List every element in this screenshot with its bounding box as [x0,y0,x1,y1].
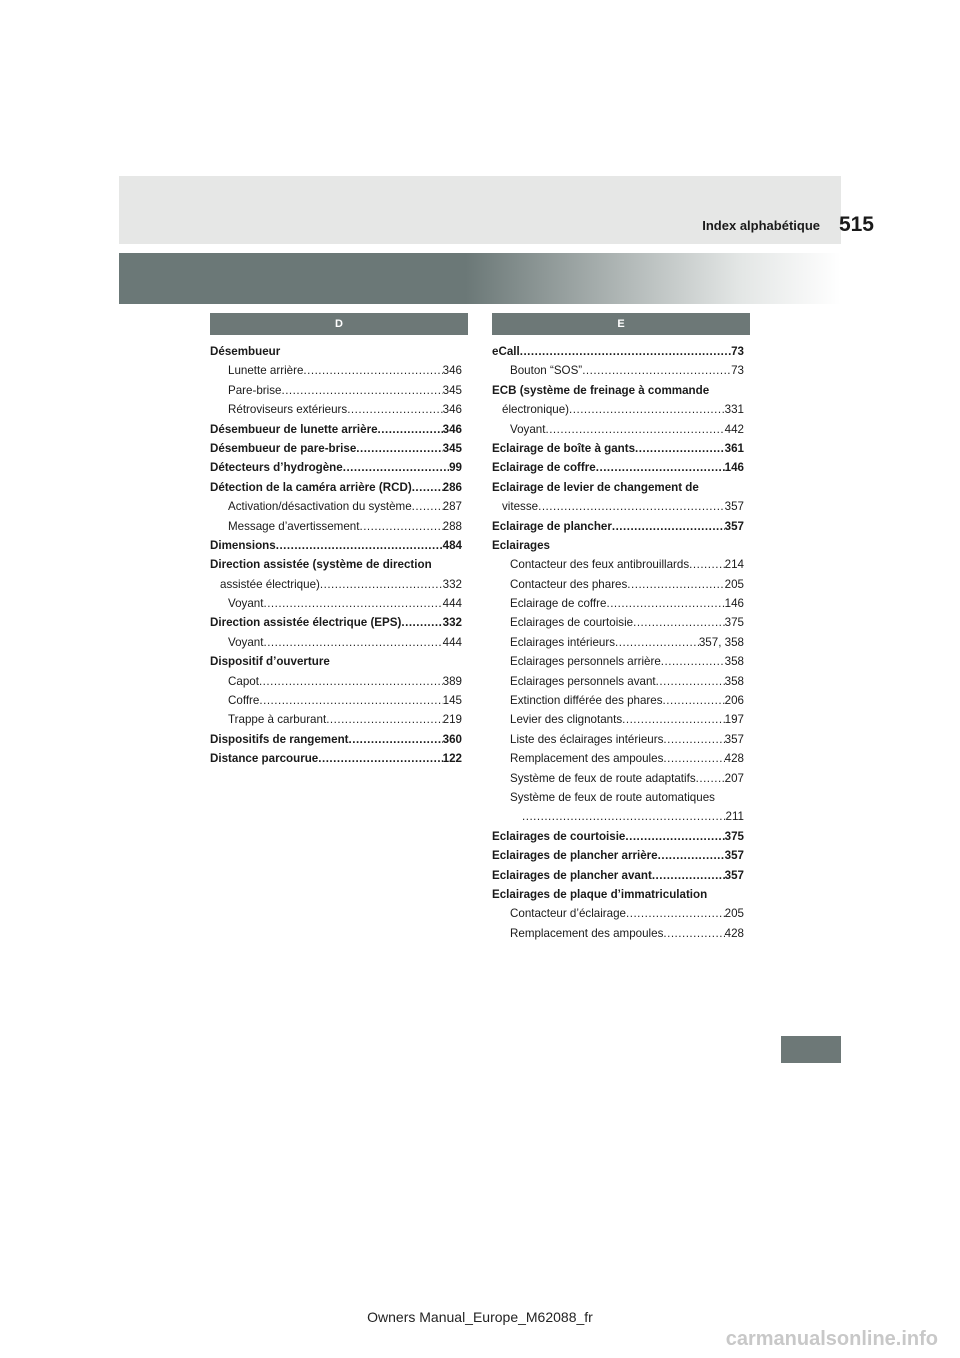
index-entry [210,361,462,380]
index-entry [210,497,462,516]
decorative-gradient-bar [119,253,841,304]
index-entry [210,633,462,652]
index-term: vitesse [502,500,539,514]
page-reference[interactable]: 444 [442,635,462,649]
index-term: Eclairage de coffre [492,461,596,475]
index-term: Message d’avertissement [228,519,360,533]
index-entry [492,904,744,923]
page-reference[interactable]: 286 [442,480,462,494]
index-entry [210,710,462,729]
index-entry [492,866,744,885]
page-reference[interactable]: 99 [449,461,462,475]
index-term: Système de feux de route automatiques [510,790,715,804]
index-term: Contacteur des feux antibrouillards [510,558,690,572]
page-reference[interactable]: 205 [724,907,744,921]
page-reference[interactable]: 357 [724,519,744,533]
index-term: Coffre [228,694,260,708]
index-term: Capot [228,674,259,688]
dot-leader [318,749,442,768]
dot-leader [401,613,442,632]
index-term: Trappe à carburant [228,713,327,727]
page-reference[interactable]: 146 [724,461,744,475]
index-entry [210,420,462,439]
dot-leader [663,749,724,768]
dot-leader [622,710,725,729]
index-term: Détection de la caméra arrière (RCD) [210,480,412,494]
page-reference[interactable]: 428 [724,752,744,766]
index-entry [492,420,744,439]
index-entry [492,788,744,807]
index-term: Contacteur d’éclairage [510,907,627,921]
page-reference[interactable]: 357, 358 [698,635,744,649]
index-term: Levier des clignotants [510,713,623,727]
index-term: Liste des éclairages intérieurs [510,732,664,746]
index-term: Direction assistée électrique (EPS) [210,616,402,630]
index-term: électronique) [502,403,570,417]
index-entry [492,827,744,846]
letter-header-e: E [492,313,750,335]
index-entry [210,342,462,361]
page-reference[interactable]: 357 [724,849,744,863]
page-reference[interactable]: 332 [442,577,462,591]
dot-leader [626,904,725,923]
page-reference[interactable]: 442 [724,422,744,436]
dot-leader [689,555,724,574]
index-term: Direction assistée (système de direction [210,558,432,572]
index-entry [492,807,744,826]
dot-leader [259,691,442,710]
page-reference[interactable]: 205 [724,577,744,591]
dot-leader [522,807,726,826]
index-entry [210,749,462,768]
index-entry [492,381,744,400]
page-reference[interactable]: 206 [724,694,744,708]
index-term: Eclairages de plaque d’immatriculation [492,887,708,901]
dot-leader [281,381,442,400]
page-reference[interactable]: 389 [442,674,462,688]
index-term: Détecteurs d’hydrogène [210,461,343,475]
index-term: Désembueur de lunette arrière [210,422,378,436]
dot-leader [412,497,443,516]
index-entry [492,710,744,729]
dot-leader [343,458,449,477]
index-term: Eclairage de coffre [510,597,607,611]
dot-leader [538,497,725,516]
index-entry [492,691,744,710]
index-entry [210,730,462,749]
index-term: Extinction différée des phares [510,694,663,708]
index-term: Pare-brise [228,383,282,397]
index-entry [210,381,462,400]
index-entry [210,613,462,632]
dot-leader [596,458,725,477]
dot-leader [263,594,442,613]
index-entry [492,478,744,497]
index-entry [210,594,462,613]
index-entry [492,749,744,768]
page-reference[interactable]: 484 [442,538,462,552]
index-entry [210,439,462,458]
index-entry [492,536,744,555]
dot-leader [349,730,443,749]
page-reference[interactable]: 346 [442,403,462,417]
dot-leader [658,846,725,865]
index-entry [210,672,462,691]
index-entry [492,575,744,594]
index-term: Eclairages de courtoisie [492,829,626,843]
page-reference[interactable]: 287 [442,500,462,514]
dot-leader [606,594,724,613]
page-reference[interactable]: 444 [442,597,462,611]
page-reference[interactable]: 357 [724,868,744,882]
page-reference[interactable]: 145 [442,694,462,708]
dot-leader [520,342,731,361]
dot-leader [545,420,724,439]
index-term: Eclairage de boîte à gants [492,441,636,455]
index-entry [210,400,462,419]
index-term: Voyant [228,635,264,649]
index-term: eCall [492,345,520,358]
dot-leader [412,478,443,497]
index-entry [492,924,744,943]
dot-leader [259,672,443,691]
index-entry [492,846,744,865]
index-term: Voyant [510,422,546,436]
index-term: Eclairages intérieurs [510,635,616,649]
dot-leader [320,575,443,594]
page-reference[interactable]: 357 [724,500,744,514]
watermark: carmanualsonline.info [725,1328,938,1350]
dot-leader [326,710,442,729]
dot-leader [347,400,442,419]
page-reference[interactable]: 346 [442,422,462,436]
page-reference[interactable]: 219 [442,713,462,727]
index-term: assistée électrique) [220,577,320,591]
document-footer: Owners Manual_Europe_M62088_fr [367,1309,593,1325]
index-entry [492,633,744,652]
index-column-e [492,342,744,943]
page-number: 515 [838,213,874,236]
index-term: Lunette arrière [228,364,304,378]
index-term: Eclairages [492,538,551,552]
page-reference[interactable]: 214 [724,558,744,572]
index-entry [492,652,744,671]
dot-leader [612,517,725,536]
page-reference[interactable]: 197 [724,713,744,727]
index-entry [492,497,744,516]
index-entry [210,555,462,574]
index-entry [492,769,744,788]
page-reference[interactable]: 331 [724,403,744,417]
index-entry [210,478,462,497]
index-term: Eclairages personnels avant [510,674,656,688]
dot-leader [663,691,725,710]
page-reference[interactable]: 345 [442,441,462,455]
index-entry [492,342,744,361]
index-entry [210,575,462,594]
page-reference[interactable]: 122 [442,752,462,766]
index-entry [210,691,462,710]
dot-leader [633,613,725,632]
dot-leader [276,536,443,555]
index-term: Eclairages de plancher arrière [492,849,658,863]
index-term: Rétroviseurs extérieurs [228,403,348,417]
page-reference[interactable]: 358 [724,674,744,688]
page-reference[interactable]: 332 [442,616,462,630]
index-entry [492,361,744,380]
index-term: Contacteur des phares [510,577,628,591]
index-term: Système de feux de route adaptatifs [510,771,696,785]
page-reference[interactable]: 375 [724,829,744,843]
page-reference[interactable]: 207 [724,771,744,785]
index-term: Bouton “SOS” [510,364,583,378]
index-entry [492,594,744,613]
index-entry [492,439,744,458]
dot-leader [663,730,724,749]
dot-leader [625,827,724,846]
index-entry [492,613,744,632]
page-reference[interactable]: 288 [442,519,462,533]
page-reference[interactable]: 358 [724,655,744,669]
index-term: Activation/désactivation du système [228,500,412,514]
letter-header-d: D [210,313,468,335]
page-reference[interactable]: 211 [725,810,744,824]
dot-leader [635,439,725,458]
index-term: Eclairages de plancher avant [492,868,652,882]
index-entry [210,458,462,477]
index-entry [492,400,744,419]
dot-leader [582,361,731,380]
page-reference[interactable]: 375 [724,616,744,630]
index-entry [492,672,744,691]
index-term: Dispositif d’ouverture [210,655,330,669]
index-column-d [210,342,462,769]
index-entry [492,730,744,749]
index-term: Remplacement des ampoules [510,926,664,940]
index-term: Distance parcourue [210,752,319,766]
dot-leader [359,517,442,536]
dot-leader [263,633,442,652]
dot-leader [656,672,725,691]
index-term: Désembueur de pare-brise [210,441,357,455]
dot-leader [663,924,724,943]
dot-leader [661,652,725,671]
dot-leader [615,633,699,652]
index-term: Remplacement des ampoules [510,752,664,766]
section-title: Index alphabétique [702,218,820,233]
page-reference[interactable]: 360 [442,732,462,746]
dot-leader [303,361,442,380]
index-entry [210,536,462,555]
index-term: ECB (système de freinage à commande [492,383,710,397]
index-term: Dispositifs de rangement [210,732,349,746]
page-reference[interactable]: 346 [442,364,462,378]
index-entry [210,652,462,671]
dot-leader [569,400,725,419]
index-term: Dimensions [210,538,276,552]
page-reference[interactable]: 73 [731,364,744,378]
page-reference[interactable]: 357 [724,732,744,746]
index-term: Eclairage de plancher [492,519,612,533]
page-reference[interactable]: 73 [731,345,744,358]
index-entry [210,517,462,536]
page-reference[interactable]: 146 [724,597,744,611]
dot-leader [627,575,724,594]
thumb-index-tab [781,1036,841,1063]
index-term: Eclairage de levier de changement de [492,480,699,494]
index-term: Désembueur [210,345,281,358]
header-band [119,176,841,244]
index-entry [492,517,744,536]
dot-leader [356,439,442,458]
dot-leader [696,769,725,788]
index-term: Eclairages personnels arrière [510,655,661,669]
index-entry [492,885,744,904]
index-term: Eclairages de courtoisie [510,616,634,630]
page-reference[interactable]: 361 [724,441,744,455]
page-reference[interactable]: 428 [724,926,744,940]
index-entry [492,555,744,574]
page-reference[interactable]: 345 [442,383,462,397]
index-term: Voyant [228,597,264,611]
dot-leader [652,866,725,885]
dot-leader [378,420,443,439]
index-entry [492,458,744,477]
